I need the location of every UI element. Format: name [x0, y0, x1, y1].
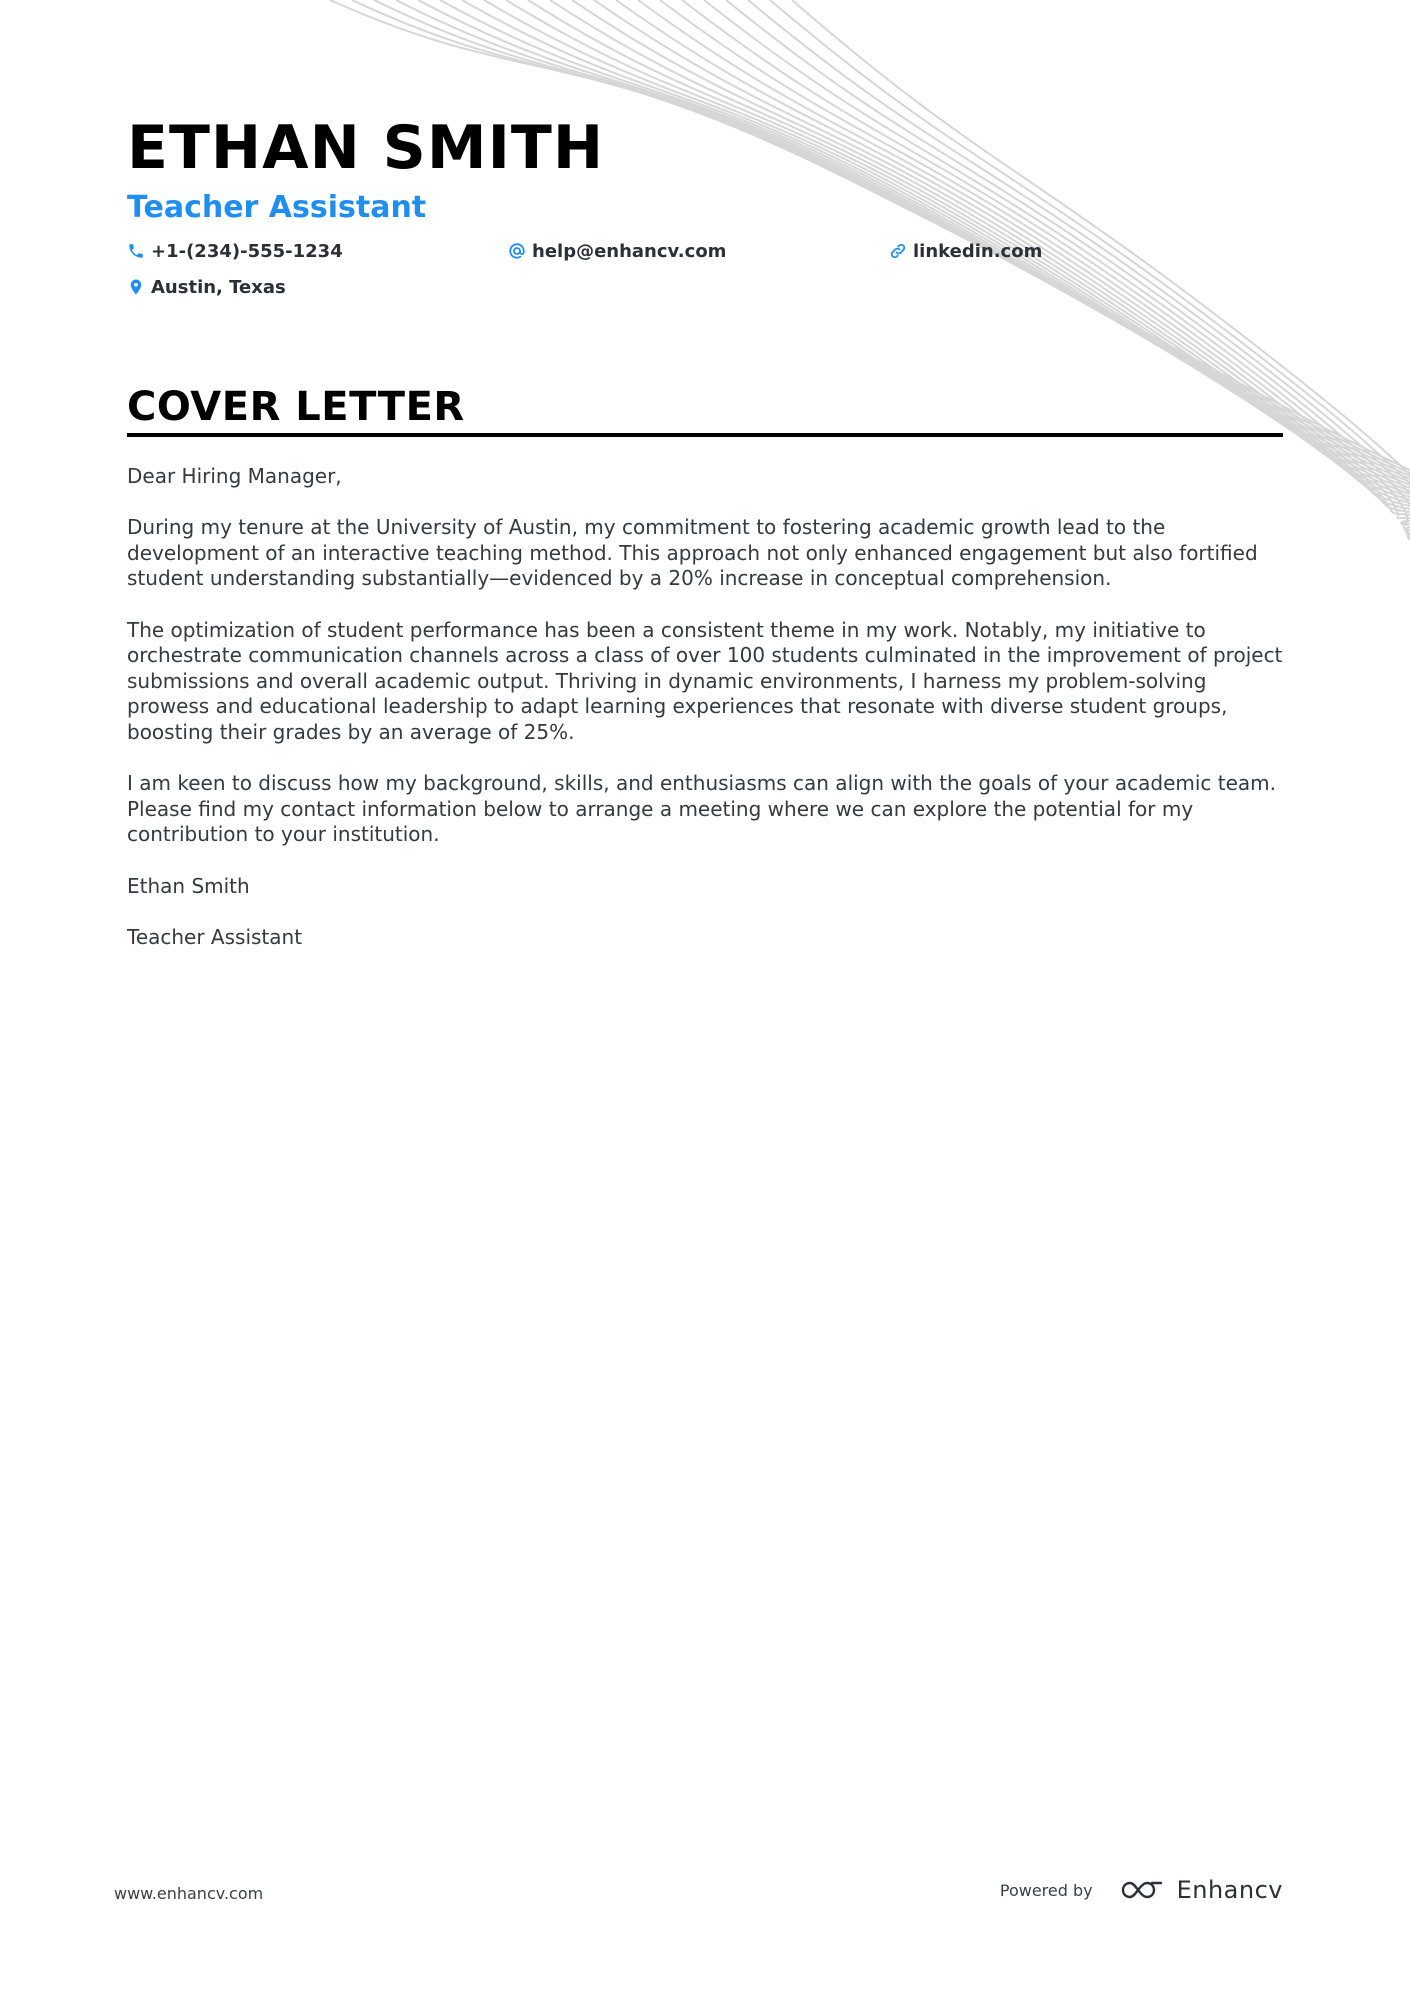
powered-by-text: Powered by	[999, 1880, 1093, 1900]
signature-title: Teacher Assistant	[127, 924, 303, 949]
phone-text: +1-(234)-555-1234	[151, 240, 343, 262]
at-icon	[508, 242, 526, 260]
phone-icon	[127, 242, 145, 260]
signature-name: Ethan Smith	[127, 873, 250, 898]
candidate-title: Teacher Assistant	[127, 190, 427, 225]
letter-paragraph: The optimization of student performance has been a consistent theme in my work. Notably, my initiative to orchestrate communication channels across a class of over 100 students culminated in the improvement of project submissions and overall academic output. Thriving in dynamic environments, I harness my problem-solving prowess and educational leadership to adapt learning experiences that resonate with diverse student groups, boosting their grades by an average of 25%.	[127, 617, 1283, 744]
link-icon	[889, 242, 907, 260]
linkedin-text: linkedin.com	[913, 240, 1043, 262]
brand-name: Enhancv	[1176, 1876, 1283, 1904]
letter-greeting: Dear Hiring Manager,	[127, 464, 342, 488]
contact-location	[127, 273, 286, 301]
enhancv-logo-icon	[1119, 1878, 1165, 1902]
letter-paragraph: I am keen to discuss how my background, skills, and enthusiasms can align with the goals of your academic team. Please find my contact information below to arrange a meeting where we can explore the potential for my contribution to your institution.	[127, 771, 1277, 847]
letter-body	[127, 464, 1283, 976]
letter-paragraph: During my tenure at the University of Austin, my commitment to fostering academic growth lead to the development of an interactive teaching method. This approach not only enhanced engagement but also fortified student understanding substantially—evidenced by a 20% increase in conceptual comprehension.	[127, 515, 1258, 591]
location-text: Austin, Texas	[151, 276, 286, 298]
footer-website[interactable]: www.enhancv.com	[114, 1884, 264, 1903]
footer-branding	[1000, 1876, 1283, 1904]
contact-linkedin[interactable]	[889, 237, 1042, 265]
section-title-cover-letter: COVER LETTER	[127, 384, 465, 430]
section-divider	[127, 433, 1283, 437]
email-text: help@enhancv.com	[532, 240, 727, 262]
contact-phone	[127, 237, 343, 265]
candidate-name: ETHAN SMITH	[127, 113, 605, 183]
contact-email[interactable]	[508, 237, 726, 265]
wave-line	[748, 0, 1410, 537]
location-pin-icon	[127, 278, 145, 296]
